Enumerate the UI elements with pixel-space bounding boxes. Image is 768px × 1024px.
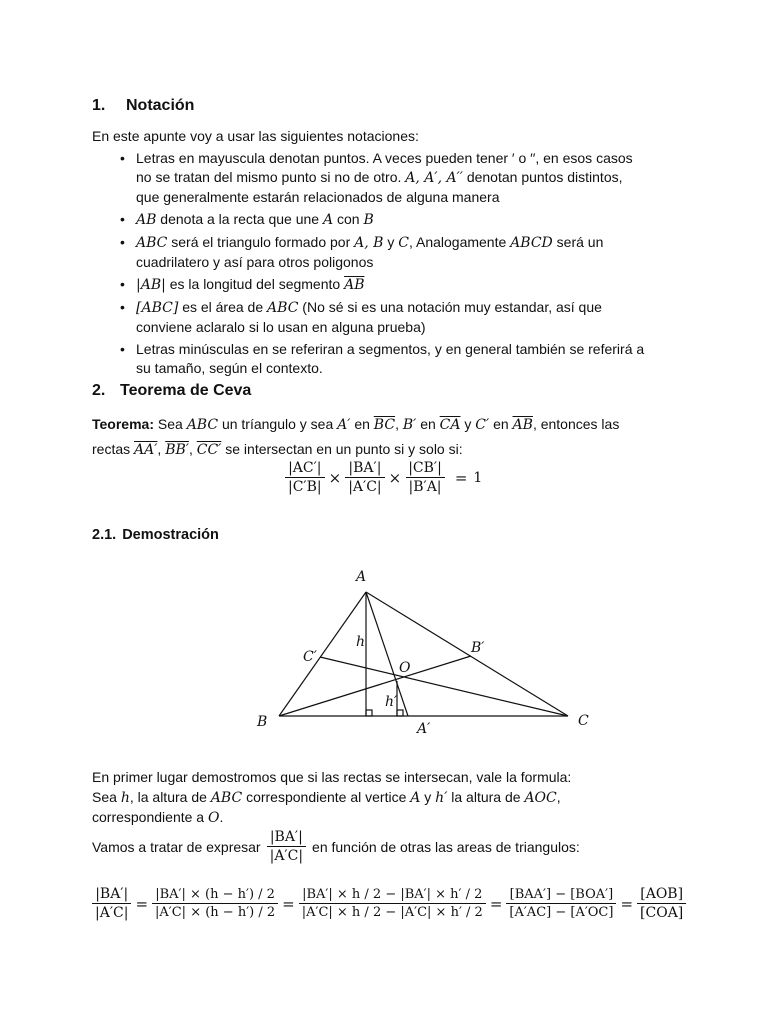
- section-number: 2.1.: [92, 527, 117, 543]
- math-expression: ABC: [186, 417, 219, 433]
- fraction: [152, 887, 278, 920]
- section-title: Demostración: [122, 527, 219, 543]
- numerator: |BA′|: [95, 886, 129, 902]
- theorem-line-2: rectas AA′, BB′, CC′ se intersectan en un punto si y solo si:: [92, 441, 463, 458]
- math-expression: h: [120, 790, 130, 806]
- denominator: |A′C|: [267, 846, 306, 864]
- theorem-text: en: [420, 416, 436, 432]
- section-number: 1.: [92, 97, 106, 114]
- theorem-text: Sea: [157, 416, 183, 432]
- denominator: |A′C| × (h − h′) / 2: [152, 903, 278, 920]
- list-item: [116, 275, 676, 295]
- label-b-prime: B′: [471, 640, 485, 656]
- list-item-text: denota a la recta que une: [160, 211, 320, 227]
- label-a: A: [356, 569, 367, 585]
- math-expression: A, A′, A′′: [405, 170, 463, 186]
- proof-text: ,: [556, 789, 561, 805]
- math-expression: $\overline{CA}$: [439, 417, 461, 433]
- numerator: |BA′|: [348, 460, 382, 476]
- list-item-text: será un: [556, 234, 604, 250]
- theorem-text: rectas: [92, 441, 131, 457]
- section-1-intro: En este apunte voy a usar las siguientes notaciones:: [92, 128, 419, 144]
- math-expression: A: [322, 212, 334, 228]
- theorem-text: en: [493, 416, 509, 432]
- math-expression: $\overline{AB}$: [344, 277, 365, 293]
- math-expression: ABCD: [510, 235, 553, 251]
- list-item-text: no se tratan del mismo punto si no de otro.: [136, 169, 402, 185]
- proof-line-3: [92, 808, 223, 828]
- notation-list: [116, 149, 676, 381]
- proof-text: correspondiente a: [92, 809, 205, 825]
- fraction: [506, 887, 616, 920]
- label-c-prime: C′: [303, 649, 317, 665]
- denominator: |A′C|: [92, 903, 131, 921]
- list-item-text: y: [387, 234, 395, 250]
- fraction: [92, 886, 131, 921]
- math-expression: AA′: [134, 442, 158, 458]
- list-item-text: será el triangulo formado por: [171, 234, 351, 250]
- fraction: [299, 887, 486, 920]
- list-item-text: es la longitud del segmento: [169, 276, 341, 292]
- list-item: [116, 233, 676, 272]
- subsection-2-1-heading: [92, 527, 219, 543]
- math-expression: A: [410, 790, 421, 806]
- label-h: h: [356, 634, 366, 650]
- math-expression: $\overline{BC}$: [373, 417, 396, 433]
- proof-text: .: [219, 809, 224, 825]
- equals-operator: =: [135, 894, 149, 913]
- math-expression: A′: [337, 417, 351, 433]
- theorem-text: en: [354, 416, 370, 432]
- equals-operator: =: [489, 894, 503, 913]
- ceva-triangle-diagram: [250, 560, 600, 745]
- list-item-text: que generalmente estarán relacionados de alguna manera: [136, 189, 500, 205]
- list-item-text: (No sé si es una notación muy estandar, así que: [302, 299, 602, 315]
- proof-line-2: [92, 788, 561, 808]
- area-equation: [92, 886, 686, 921]
- denominator: [A′AC] − [A′OC]: [506, 903, 616, 920]
- list-item-text: denotan puntos distintos,: [466, 169, 623, 185]
- math-expression: h′: [435, 790, 448, 806]
- theorem-text: , entonces las: [532, 416, 620, 432]
- math-expression: C: [398, 235, 409, 251]
- label-o: O: [399, 660, 411, 676]
- list-item-text: es el área de: [182, 299, 264, 315]
- numerator: |AC′|: [288, 460, 322, 476]
- math-expression: O: [207, 810, 220, 826]
- proof-line-4: [92, 829, 580, 864]
- numerator: |BA′| × (h − h′) / 2: [155, 887, 275, 902]
- list-item: [116, 149, 676, 207]
- fraction: [267, 829, 306, 864]
- math-expression: ABC: [267, 300, 299, 316]
- list-item-text: cuadrilatero y así para otros poligonos: [136, 254, 374, 270]
- theorem-text: se intersectan en un punto si y solo si:: [225, 441, 463, 457]
- math-expression: B: [363, 212, 374, 228]
- math-expression: C′: [475, 417, 490, 433]
- denominator: |B′A|: [406, 477, 445, 495]
- proof-text: y: [424, 789, 432, 805]
- proof-line-1: En primer lugar demostromos que si las rectas se intersecan, vale la formula:: [92, 769, 572, 785]
- section-1-heading: [92, 97, 194, 115]
- denominator: |A′C|: [345, 477, 384, 495]
- theorem-text: un tríangulo y sea: [221, 416, 334, 432]
- label-c: C: [578, 713, 589, 729]
- proof-text: correspondiente al vertice: [246, 789, 407, 805]
- theorem-text: y: [464, 416, 472, 432]
- list-item: [116, 340, 676, 378]
- math-expression: |AB|: [136, 277, 166, 293]
- fraction: [405, 460, 445, 495]
- label-a-prime: A′: [417, 721, 431, 737]
- proof-text: , la altura de: [129, 789, 207, 805]
- math-expression: ABC: [136, 235, 168, 251]
- fraction: [345, 460, 384, 495]
- label-h-prime: h′: [385, 694, 398, 710]
- equation-rhs: 1: [473, 469, 483, 486]
- right-angle-mark: [366, 710, 372, 716]
- list-item-text: Letras en mayuscula denotan puntos. A veces pueden tener ′ o ′′, en esos casos: [136, 150, 633, 166]
- equals-operator: =: [620, 894, 634, 913]
- math-expression: $\overline{AB}$: [512, 417, 533, 433]
- list-item-text: conviene aclaralo si lo usan en alguna prueba): [136, 319, 426, 335]
- math-expression: AOC: [524, 790, 557, 806]
- ceva-equation: [285, 460, 482, 495]
- list-item-text: Letras minúsculas en se referiran a segmentos, y en general también se referirá a: [136, 341, 645, 357]
- denominator: |C′B|: [285, 477, 325, 495]
- theorem-line-1: Teorema: Sea ABC un tríangulo y sea A′ en $\overline{BC}$, B′ en $\overline{CA}$ y C′ en $\overline{AB}$, entonces las: [92, 416, 620, 433]
- list-item-text: con: [337, 211, 360, 227]
- fraction: [637, 886, 686, 921]
- label-b: B: [257, 714, 268, 730]
- numerator: |BA′|: [269, 829, 303, 845]
- list-item: [116, 298, 676, 337]
- proof-text: en función de otras las areas de triangulos:: [312, 838, 580, 855]
- math-expression: CC′: [196, 442, 222, 458]
- section-2-heading: [92, 382, 251, 400]
- math-expression: B′: [402, 417, 417, 433]
- numerator: [AOB]: [640, 886, 684, 902]
- section-title: Notación: [126, 97, 195, 114]
- side-ab: [279, 592, 366, 716]
- list-item: [116, 210, 676, 230]
- section-number: 2.: [92, 382, 106, 399]
- math-expression: A, B: [354, 235, 384, 251]
- numerator: |BA′| × h / 2 − |BA′| × h′ / 2: [302, 887, 483, 902]
- denominator: [COA]: [637, 903, 686, 921]
- math-expression: ABC: [210, 790, 243, 806]
- numerator: [BAA′] − [BOA′]: [509, 887, 614, 902]
- equals-operator: =: [282, 894, 295, 913]
- math-expression: [ABC]: [136, 300, 179, 316]
- proof-text: la altura de: [451, 789, 521, 805]
- theorem-label: Teorema:: [92, 416, 154, 432]
- fraction: [285, 460, 325, 495]
- math-expression: AB: [136, 212, 157, 228]
- times-operator: ×: [388, 468, 402, 487]
- cevian-cc1: [320, 657, 568, 716]
- math-expression: BB′: [165, 442, 189, 458]
- numerator: |CB′|: [408, 460, 442, 476]
- denominator: |A′C| × h / 2 − |A′C| × h′ / 2: [299, 903, 486, 920]
- list-item-text: , Analogamente: [408, 234, 507, 250]
- right-angle-mark: [397, 710, 403, 716]
- times-operator: ×: [328, 468, 342, 487]
- proof-text: Vamos a tratar de expresar: [92, 838, 261, 855]
- list-item-text: su tamaño, según el contexto.: [136, 360, 323, 376]
- equals-operator: =: [454, 468, 468, 487]
- proof-text: Sea: [92, 789, 117, 805]
- section-title: Teorema de Ceva: [120, 382, 252, 399]
